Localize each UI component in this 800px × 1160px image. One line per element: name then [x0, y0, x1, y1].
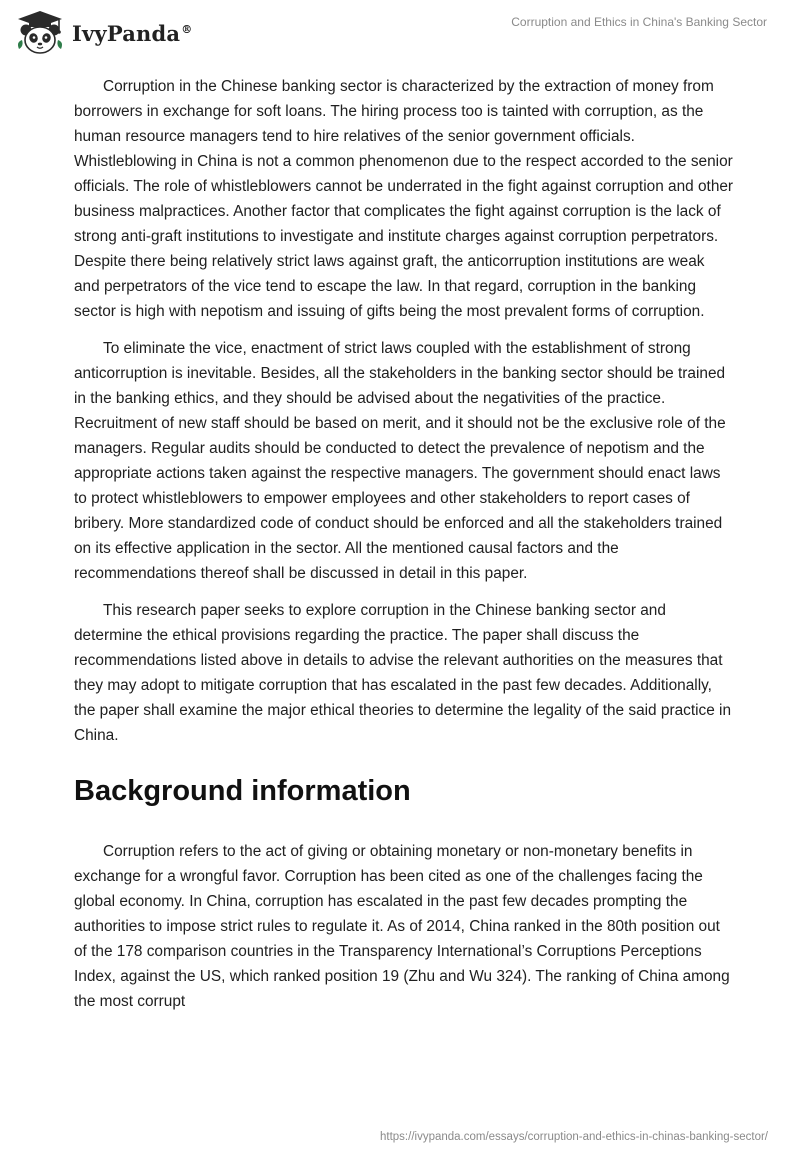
ivypanda-logo[interactable] — [14, 8, 192, 58]
paragraph-1: Corruption in the Chinese banking sector is characterized by the extraction of money from borrowers in exchange for soft loans. The hiring process too is tainted with corruption, as the human resource managers tend to hire relatives of the senior government officials. Whistleblowing in China is not a common phenomenon due to the respect accorded to the senior officials. The role of whistleblowers cannot be underrated in the fight against corruption and other business malpractices. Another factor that complicates the fight against corruption is the lack of strong anti-graft institutions to investigate and institute charges against corruption perpetrators. Despite there being relatively strict laws against graft, the anticorruption institutions are weak and perpetrators of the vice tend to escape the law. In that regard, corruption in the banking sector is high with nepotism and issuing of gifts being the most prevalent forms of corruption. — [74, 78, 734, 320]
section-heading-background: Background information — [74, 775, 411, 807]
logo-wordmark: IvyPanda® — [72, 20, 193, 46]
registered-mark: ® — [181, 22, 193, 36]
paragraph-2: To eliminate the vice, enactment of strict laws coupled with the establishment of strong anticorruption is inevitable. Besides, all the stakeholders in the banking sector should be trained in the banking ethics, and they should be advised about the negativities of the practice. Recruitment of new staff should be based on merit, and it should not be the exclusive role of the managers. Regular audits should be conducted to detect the prevalence of nepotism and the appropriate actions taken against the respective managers. The government should enact laws to protect whistleblowers to empower employees and other stakeholders to report cases of bribery. More standardized code of conduct should be enforced and all the stakeholders trained on its effective application in the sector. All the mentioned causal factors and the recommendations thereof shall be discussed in detail in this paper. — [74, 340, 726, 582]
essay-content — [74, 74, 734, 1026]
panda-graduate-icon — [14, 9, 66, 57]
paragraph-4: Corruption refers to the act of giving or obtaining monetary or non-monetary benefits in exchange for a wrongful favor. Corruption has been cited as one of the challenges facing the global economy. In China, corruption has escalated in the past few decades prompting the authorities to impose strict rules to regulate it. As of 2014, China ranked in the 80th position out of the 178 comparison countries in the Transparency International’s Corruptions Perceptions Index, against the US, which ranked position 19 (Zhu and Wu 324). The ranking of China among the most corrupt — [74, 843, 730, 1010]
source-url[interactable]: https://ivypanda.com/essays/corruption-and-ethics-in-chinas-banking-sector/ — [380, 1131, 768, 1143]
page-header — [0, 0, 800, 64]
paragraph-3: This research paper seeks to explore corruption in the Chinese banking sector and determine the ethical provisions regarding the practice. The paper shall discuss the recommendations listed above in details to advise the relevant authorities on the measures that they may adopt to mitigate corruption that has escalated in the past few decades. Additionally, the paper shall examine the major ethical theories to determine the legality of the said practice in China. — [74, 602, 732, 744]
document-title: Corruption and Ethics in China's Banking Sector — [511, 15, 767, 29]
